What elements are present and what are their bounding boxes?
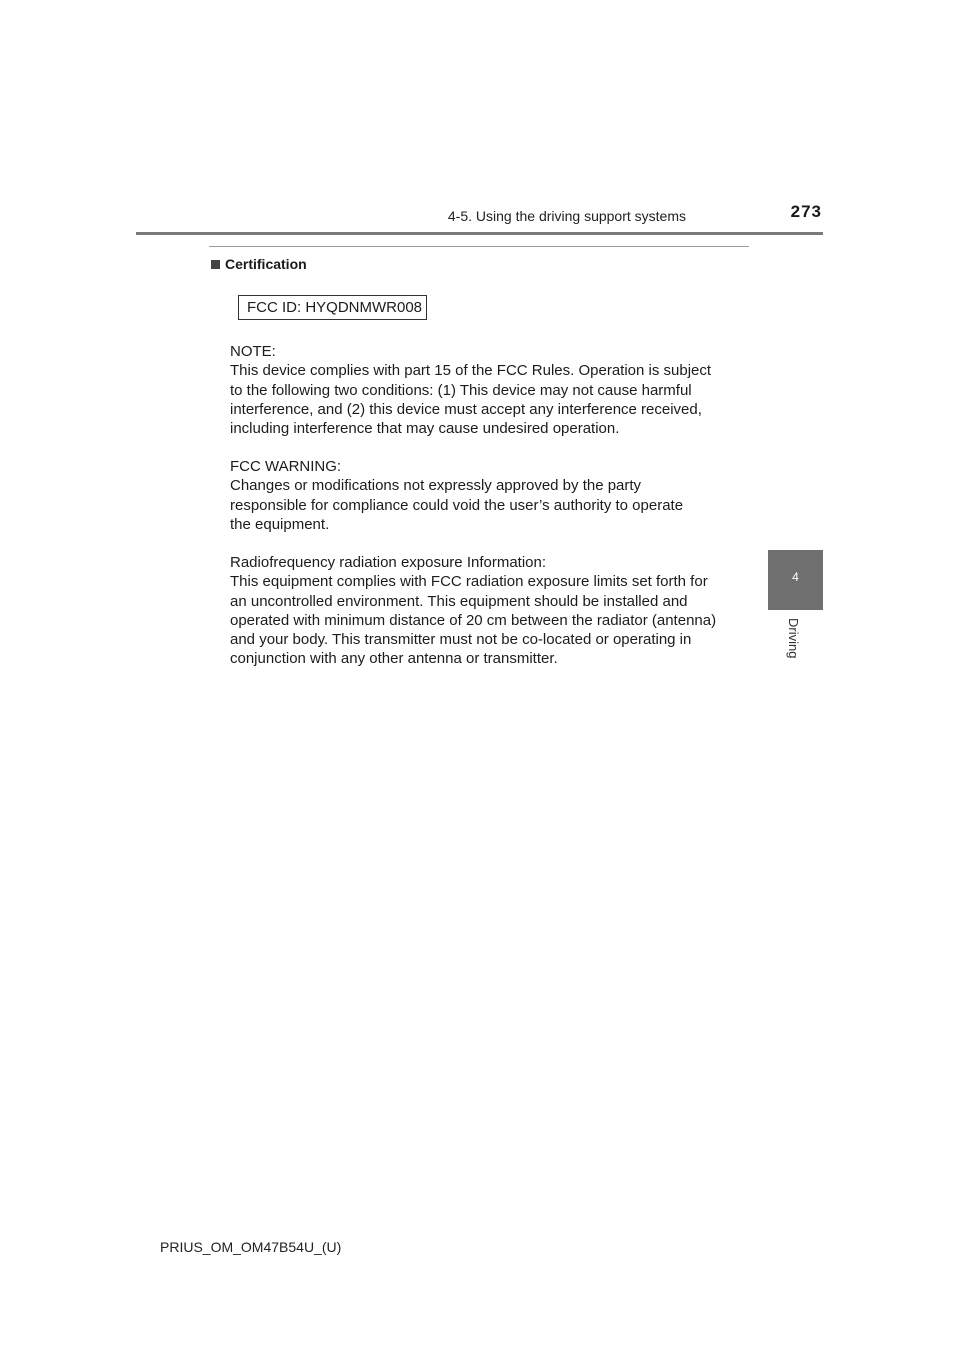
- warning-line: Changes or modifications not expressly approved by the party: [230, 477, 642, 495]
- note-line: This device complies with part 15 of the FCC Rules. Operation is subject: [230, 362, 712, 380]
- rf-heading: Radiofrequency radiation exposure Information:: [230, 554, 547, 571]
- subheading-certification: [211, 256, 307, 272]
- header-rule: [136, 232, 823, 235]
- note-heading: NOTE:: [230, 343, 276, 360]
- page-header: [136, 200, 822, 234]
- rf-exposure-block: [230, 553, 745, 669]
- chapter-tab: [768, 550, 823, 610]
- note-line: interference, and (2) this device must accept any interference received,: [230, 400, 702, 418]
- rf-line: operated with minimum distance of 20 cm between the radiator (antenna): [230, 611, 717, 629]
- subheading-text: Certification: [225, 256, 307, 272]
- rf-line: an uncontrolled environment. This equipment should be installed and: [230, 592, 688, 610]
- warning-heading: FCC WARNING:: [230, 458, 342, 475]
- rf-line: This equipment complies with FCC radiation exposure limits set forth for: [230, 573, 708, 591]
- fcc-id-box: FCC ID: HYQDNMWR008: [238, 295, 427, 320]
- page-number: 273: [790, 202, 822, 221]
- chapter-label: Driving: [786, 618, 801, 659]
- rf-line: conjunction with any other antenna or transmitter.: [230, 650, 558, 668]
- chapter-number: 4: [792, 570, 799, 584]
- footer-code: PRIUS_OM_OM47B54U_(U): [160, 1239, 342, 1255]
- content-rule: [209, 246, 749, 247]
- note-line: including interference that may cause undesired operation.: [230, 420, 620, 438]
- note-block: [230, 342, 745, 438]
- warning-line: the equipment.: [230, 515, 330, 533]
- square-bullet-icon: [211, 260, 220, 269]
- certification-label: [230, 288, 740, 678]
- note-line: to the following two conditions: (1) This device may not cause harmful: [230, 381, 692, 399]
- warning-line: responsible for compliance could void the user’s authority to operate: [230, 496, 684, 514]
- fcc-warning-block: [230, 457, 745, 534]
- rf-line: and your body. This transmitter must not be co-located or operating in: [230, 631, 692, 649]
- section-title: 4-5. Using the driving support systems: [447, 208, 686, 224]
